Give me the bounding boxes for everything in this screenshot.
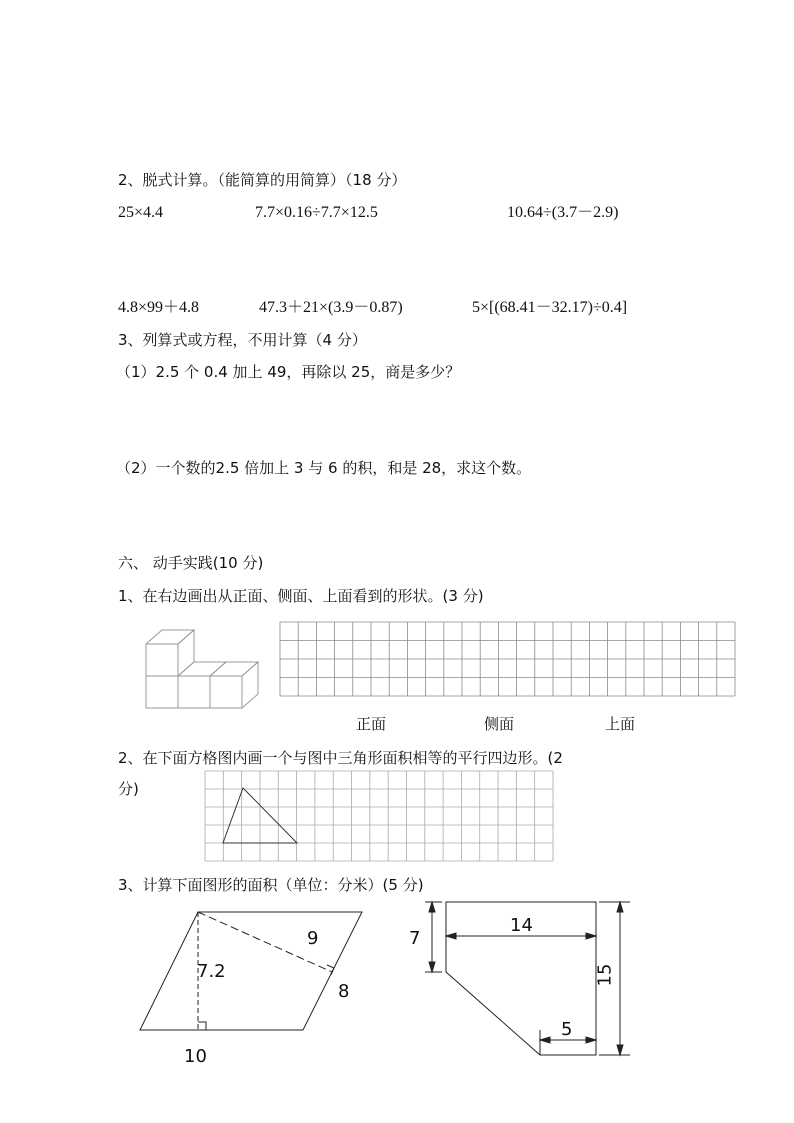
expr-5: 47.3＋21×(3.9－0.87) <box>259 299 403 316</box>
label-height: 7.2 <box>197 961 226 982</box>
s6-q1-title: 1、在右边画出从正面、侧面、上面看到的形状。(3 分) <box>118 587 484 605</box>
view-label-top: 上面 <box>605 715 636 733</box>
q3-title: 3、列算式或方程，不用计算（4 分） <box>118 331 367 349</box>
q2-title: 2、脱式计算。（能简算的用简算）（18 分） <box>118 171 407 189</box>
section-6-title: 六、 动手实践(10 分) <box>118 554 264 572</box>
expr-6: 5×[(68.41－32.17)÷0.4] <box>472 299 628 316</box>
expr-3: 10.64÷(3.7－2.9) <box>507 204 619 221</box>
s6-q3-title: 3、计算下面图形的面积（单位：分米）(5 分) <box>118 876 424 894</box>
label-top: 14 <box>510 915 533 936</box>
q3-part1: （1）2.5 个 0.4 加上 49，再除以 25，商是多少？ <box>116 363 461 381</box>
q3-part2: （2）一个数的2.5 倍加上 3 与 6 的积，和是 28，求这个数。 <box>116 459 532 477</box>
s6-q2-title: 2、在下面方格图内画一个与图中三角形面积相等的平行四边形。(2 <box>118 749 563 767</box>
expr-1: 25×4.4 <box>118 204 164 221</box>
label-right: 15 <box>594 963 616 987</box>
label-side: 8 <box>338 981 350 1002</box>
label-base: 10 <box>184 1046 207 1067</box>
expr-4: 4.8×99＋4.8 <box>118 299 200 316</box>
label-perp: 9 <box>307 928 319 949</box>
s6-q2-title-cont: 分) <box>118 780 139 798</box>
view-label-side: 侧面 <box>484 715 515 733</box>
expr-2: 7.7×0.16÷7.7×12.5 <box>255 204 378 221</box>
label-bottom: 5 <box>561 1019 573 1040</box>
label-left: 7 <box>409 928 421 949</box>
view-label-front: 正面 <box>356 715 387 733</box>
